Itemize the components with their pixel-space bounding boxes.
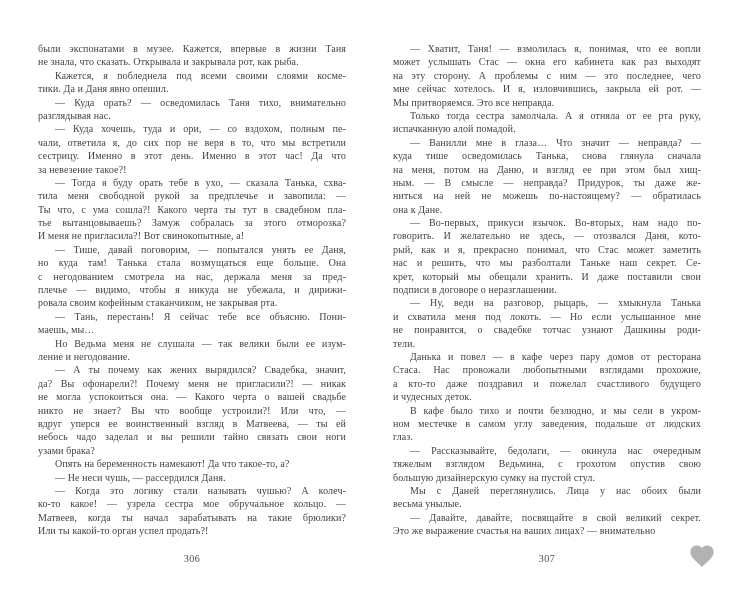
text-line: — Хватит, Таня! — взмолилась я, понимая, что ее вопли xyxy=(410,44,701,55)
text-line: на эту сторону. А проблемы с ним — это последнее, чего xyxy=(393,70,701,82)
page-number: 306 xyxy=(183,554,201,565)
text-line: — Ванилли мне в глаза… Что значит — неправда? — xyxy=(410,137,701,149)
text-line: она к Дане. xyxy=(393,204,443,216)
text-line: никто не знает? Вы что вообще устроили?! Или что, — xyxy=(38,405,346,417)
text-line: ным. — В смысле — неправда? Придурок, ты даже же- xyxy=(393,177,701,189)
text-line: В кафе было тихо и почти безлюдно, и мы сели в укром- xyxy=(410,405,701,417)
text-line: Кажется, я побледнела под всеми своими слоями косме- xyxy=(55,70,346,82)
text-line: — Куда хочешь, туда и ори, — со вздохом, полным пе- xyxy=(55,124,346,136)
text-line: ниться на ней не можешь по-настоящему? — обратилась xyxy=(393,191,701,203)
text-line: большую дизайнерскую сумку на пустой стул. xyxy=(393,472,596,484)
text-line: Только тогда сестра замолчала. А я отняла от ее рта руку, xyxy=(410,110,701,122)
text-line: — Тань, перестань! Я сейчас тебе все объясню. Пони- xyxy=(55,311,346,323)
favorite-button[interactable] xyxy=(688,542,716,570)
text-line: но куда там! Танька стала возмущаться еще больше. Она xyxy=(38,258,346,270)
text-line: ко-то какое! — узрела сестра мое обручальное кольцо. — xyxy=(38,499,346,511)
text-line: на меня, потом на Даню, и взгляд ее при этом был хищ- xyxy=(393,164,701,176)
text-line: маешь, мы… xyxy=(38,325,95,337)
text-line: Опять на беременность намекают! Да что такое-то, а? xyxy=(55,459,290,471)
text-line: сестрицу. Именно в этот день. Именно в этот час! Да что xyxy=(38,151,346,163)
text-line: весьма унылые. xyxy=(393,499,462,511)
text-line: не знала, что сказать. Открывала и закрывала рот, как рыба. xyxy=(38,57,299,69)
text-line: ровала своим кофейным стаканчиком, не закрывая рта. xyxy=(38,298,278,310)
text-line: — Рассказывайте, бедолаги, — окинула нас очередным xyxy=(410,445,701,457)
text-line: глаз. xyxy=(393,432,413,444)
text-line: тье вытанцовываешь? Замуж собралась за этого отморозка? xyxy=(38,218,346,230)
text-line: может услышать Стас — окна его кабинета как раз выходят xyxy=(393,57,701,69)
text-line: Ты что, с ума сошла?! Какого черта ты тут в свадебном пла- xyxy=(38,204,346,216)
text-line: и чудесных деток. xyxy=(393,392,472,404)
text-line: ление и негодование. xyxy=(38,351,131,363)
text-line: не понравится, о свадебке тотчас узнают Дашкины роди- xyxy=(393,325,701,337)
text-line: крет, который мы обещали хранить. И даже поставили свои xyxy=(393,271,701,283)
text-line: тики. Да и Даня явно опешил. xyxy=(38,84,169,96)
text-line: небось чадо заделал и вы решили тайно связать свои ноги xyxy=(38,432,346,444)
text-line: Матвеев, когда ты начал зарабатывать на такие брюлики? xyxy=(38,512,346,524)
text-line: рый, как и я, прекрасно понимал, что Стас может заметить xyxy=(393,244,701,256)
text-line: ном местечке в самом углу заведения, подальше от людских xyxy=(393,418,701,430)
text-line: — Куда орать? — осведомилась Таня тихо, внимательно xyxy=(55,97,346,109)
text-line: плечье — видимо, чтобы я никуда не убежала, и дирижи- xyxy=(38,285,346,297)
text-line: и схватила меня под локоть. — Но если услышанное мне xyxy=(393,311,701,323)
text-line: а кто-то даже поздравил и пожелал счастливого будущего xyxy=(393,378,701,390)
text-line: Данька и повел — в кафе через пару домов от ресторана xyxy=(410,351,701,363)
page-text xyxy=(38,43,346,538)
text-line: были экспонатами в музее. Кажется, впервые в жизни Таня xyxy=(38,44,346,55)
text-line: за невезение такое?! xyxy=(38,164,127,176)
text-line: куда тише осведомилась Танька, снова глянула сначала xyxy=(393,151,701,163)
page-number: 307 xyxy=(538,554,556,565)
text-line: говорить. И желательно не здесь, — отозвался Даня, кото- xyxy=(393,231,701,243)
text-line: — Тише, давай поговорим, — попытался унять ее Даня, xyxy=(55,244,346,256)
text-line: — Когда это логику стали называть чушью? А колеч- xyxy=(55,485,346,497)
text-line: Мы притворяемся. Это все неправда. xyxy=(393,97,555,109)
text-line: узами брака? xyxy=(38,445,95,457)
text-line: — Не неси чушь, — рассердился Даня. xyxy=(55,472,226,484)
text-line: с негодованием смотрела на нас, держала меня за пред- xyxy=(38,271,346,283)
text-line: нас и решить, что мы разболтали Таньке наш секрет. Се- xyxy=(393,258,701,270)
book-page-left xyxy=(38,0,346,590)
text-line: вдруг уперся ее воинственный взгляд в Матвеева, — ты ей xyxy=(38,418,346,430)
text-line: Стаса. Нас провожали любопытными взглядами прохожие, xyxy=(393,365,701,377)
text-line: Это же выражение счастья на ваших лицах? — внимательно xyxy=(393,526,656,538)
text-line: да? Вы офонарели?! Почему меня не пригласили?! — никак xyxy=(38,378,346,390)
text-line: мне сейчас хотелось. И я, изловчившись, закрыла ей рот. — xyxy=(393,84,701,96)
text-line: тели. xyxy=(393,338,416,350)
text-line: разглядывая нас. xyxy=(38,110,111,122)
text-line: И меня не пригласила?! Вот свинокопытные, а! xyxy=(38,231,245,243)
text-line: чали, ответила я, до сих пор не веря в то, что мы встретили xyxy=(38,137,346,149)
heart-icon xyxy=(688,542,716,570)
text-line: — А ты почему как жених вырядился? Свадебка, значит, xyxy=(55,365,346,377)
page-text xyxy=(393,43,701,538)
text-line: — Давайте, давайте, посвящайте в свой великий секрет. xyxy=(410,512,701,524)
text-line: Но Ведьма меня не слушала — так велики были ее изум- xyxy=(55,338,346,350)
text-line: подписи в договоре о неразглашении. xyxy=(393,285,557,297)
text-line: тила меня свободной рукой за предплечье и завопила: — xyxy=(38,191,346,203)
text-line: не могла успокоиться она. — Какого черта о вашей свадьбе xyxy=(38,392,346,404)
text-line: Или ты какой-то орган успел продать?! xyxy=(38,526,209,538)
book-page-right xyxy=(393,0,701,590)
text-line: — Тогда я буду орать тебе в ухо, — сказала Танька, схва- xyxy=(55,177,346,189)
text-line: — Во-первых, прикуси язычок. Во-вторых, нам надо по- xyxy=(410,218,701,230)
text-line: Мы с Даней переглянулись. Лица у нас обоих были xyxy=(410,485,701,497)
text-line: — Ну, веди на разговор, рыцарь, — хмыкнула Танька xyxy=(410,298,701,310)
text-line: тяжелым взглядом Ведьмина, с грохотом опустив свою xyxy=(393,459,701,471)
text-line: испачканную алой помадой. xyxy=(393,124,516,136)
